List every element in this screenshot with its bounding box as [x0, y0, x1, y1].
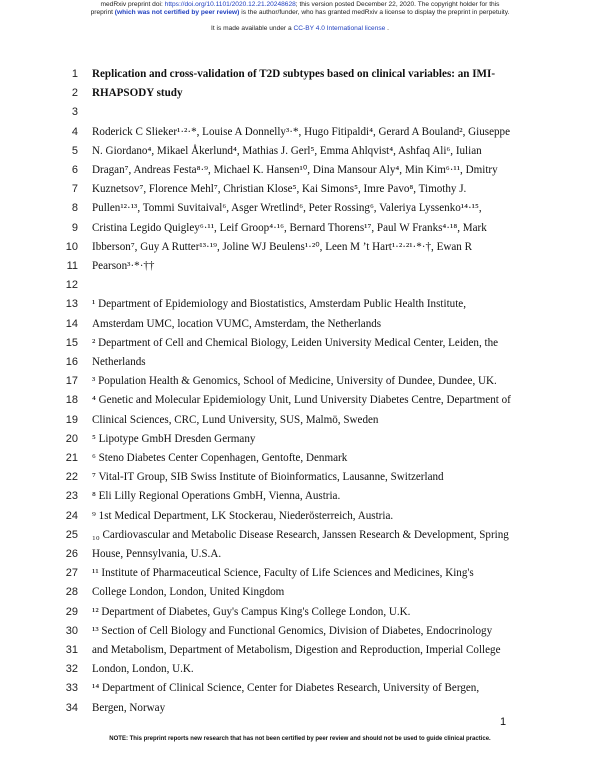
- line-text: ² Department of Cell and Chemical Biology, Leiden University Medical Center, Leiden, the: [92, 336, 499, 349]
- manuscript-line: [0, 678, 600, 698]
- manuscript-line: [0, 198, 600, 218]
- line-number: 28: [65, 586, 78, 599]
- line-text: and Metabolism, Department of Metabolism, Digestion and Reproduction, Imperial College: [92, 644, 501, 656]
- manuscript-line: [0, 410, 600, 430]
- line-text: ⁴ Genetic and Molecular Epidemiology Unit, Lund University Diabetes Centre, Department of: [92, 394, 511, 407]
- manuscript-line: [0, 390, 600, 410]
- line-number: 4: [71, 125, 78, 138]
- manuscript-line: [0, 237, 600, 257]
- line-number: 20: [65, 432, 78, 445]
- manuscript-line: [0, 698, 600, 718]
- license-link[interactable]: CC-BY 4.0 International license: [293, 25, 386, 32]
- line-number: 16: [65, 356, 78, 368]
- line-text: ¹² Department of Diabetes, Guy's Campus King's College London, U.K.: [92, 605, 411, 618]
- manuscript-line: [0, 141, 600, 161]
- line-text: Cristina Legido Quigley⁶·¹¹, Leif Groop⁴·¹⁶, Bernard Thorens¹⁷, Paul W Franks⁴·¹⁸, Mark: [92, 221, 487, 234]
- line-number: 31: [65, 644, 78, 656]
- manuscript-line: [0, 314, 600, 334]
- line-number: 29: [65, 605, 78, 618]
- manuscript-line: [0, 659, 600, 679]
- line-text: ¹⁴ Department of Clinical Science, Center for Diabetes Research, University of Bergen,: [92, 682, 480, 695]
- line-text: ⁹ 1st Medical Department, LK Stockerau, Niederösterreich, Austria.: [92, 509, 394, 522]
- line-number: 7: [71, 183, 78, 196]
- line-text: Clinical Sciences, CRC, Lund University, SUS, Malmö, Sweden: [92, 413, 379, 426]
- line-number: 32: [65, 663, 78, 676]
- manuscript-line: [0, 83, 600, 103]
- line-number: 25: [65, 528, 78, 541]
- line-number: 17: [65, 375, 78, 388]
- manuscript-line: [0, 64, 600, 84]
- manuscript-line: [0, 602, 600, 622]
- manuscript-line: [0, 352, 600, 372]
- line-text: ₁₀ Cardiovascular and Metabolic Disease Research, Janssen Research & Development, Spring: [92, 528, 509, 541]
- manuscript-line: [0, 256, 600, 276]
- manuscript-line: [0, 582, 600, 602]
- line-text: Netherlands: [92, 356, 146, 368]
- line-text: Ibberson⁷, Guy A Rutter¹³·¹⁹, Joline WJ Beulens¹·²⁰, Leen M ’t Hart¹·²·²¹·*·†, Ewan R: [92, 240, 472, 253]
- line-number: 21: [65, 452, 78, 464]
- paper-title-line: RHAPSODY study: [92, 87, 183, 100]
- page-number: 1: [500, 716, 507, 728]
- line-text: Pearson³·*·††: [92, 260, 155, 272]
- manuscript-line: [0, 218, 600, 238]
- manuscript-line: [0, 640, 600, 660]
- line-text: ⁷ Vital-IT Group, SIB Swiss Institute of Bioinformatics, Lausanne, Switzerland: [92, 471, 444, 484]
- line-number: 24: [65, 509, 78, 522]
- line-text: Amsterdam UMC, location VUMC, Amsterdam, the Netherlands: [92, 317, 382, 330]
- line-number: 1: [71, 68, 78, 80]
- manuscript-line: [0, 160, 600, 180]
- manuscript-line: [0, 102, 600, 122]
- line-text: Dragan⁷, Andreas Festa⁸·⁹, Michael K. Hansen¹⁰, Dina Mansour Aly⁴, Min Kim⁶·¹¹, Dmitry: [92, 164, 498, 176]
- line-number: 26: [65, 548, 78, 560]
- manuscript-line: [0, 467, 600, 487]
- line-text: ¹ Department of Epidemiology and Biostatistics, Amsterdam Public Health Institute,: [92, 298, 466, 311]
- line-number: 30: [65, 624, 78, 637]
- manuscript-line: [0, 525, 600, 545]
- line-number: 15: [65, 336, 78, 349]
- manuscript-line: [0, 333, 600, 353]
- line-number: 34: [65, 701, 78, 714]
- line-text: Pullen¹²·¹³, Tommi Suvitaival⁶, Asger Wretlind⁶, Peter Rossing⁶, Valeriya Lyssenko¹⁴·¹⁵,: [92, 202, 482, 215]
- manuscript-line: [0, 506, 600, 526]
- line-text: ⁸ Eli Lilly Regional Operations GmbH, Vienna, Austria.: [92, 490, 341, 503]
- line-number: 8: [71, 202, 78, 215]
- line-number: 13: [65, 298, 78, 311]
- line-number: 5: [71, 144, 78, 157]
- line-number: 11: [66, 260, 78, 272]
- line-text: N. Giordano⁴, Mikael Åkerlund⁴, Mathias J. Gerl⁵, Emma Ahlqvist⁴, Ashfaq Ali⁶, Iulian: [92, 144, 482, 157]
- preprint-header-line-1: medRxiv preprint doi: https://doi.org/10.1101/2020.12.21.20248628; this version posted December 22, 2020. The copyright holder for this: [100, 1, 500, 8]
- line-text: Bergen, Norway: [92, 701, 166, 714]
- manuscript-line: [0, 544, 600, 564]
- line-text: Kuznetsov⁷, Florence Mehl⁷, Christian Klose⁵, Kai Simons⁵, Imre Pavo⁸, Timothy J.: [92, 183, 467, 196]
- license-line: It is made available under a CC-BY 4.0 International license .: [210, 25, 390, 32]
- manuscript-line: [0, 621, 600, 641]
- manuscript-line: [0, 294, 600, 314]
- preprint-header-line-2: preprint (which was not certified by peer review) is the author/funder, who has granted medRxiv a license to display the preprint in perpetuity.: [90, 9, 510, 16]
- paper-title-line: Replication and cross-validation of T2D subtypes based on clinical variables: an IMI-: [92, 68, 496, 80]
- line-text: London, London, U.K.: [92, 663, 194, 676]
- manuscript-line: [0, 563, 600, 583]
- peer-review-notice: (which was not certified by peer review): [114, 9, 240, 16]
- line-number: 19: [65, 413, 78, 426]
- manuscript-line: [0, 371, 600, 391]
- line-number: 3: [71, 106, 78, 119]
- line-number: 33: [65, 682, 78, 695]
- line-text: ¹³ Section of Cell Biology and Functional Genomics, Division of Diabetes, Endocrinology: [92, 624, 493, 637]
- line-number: 27: [65, 567, 78, 580]
- manuscript-line: [0, 486, 600, 506]
- manuscript-line: [0, 122, 600, 142]
- line-number: 12: [65, 279, 78, 292]
- manuscript-line: [0, 179, 600, 199]
- line-text: ¹¹ Institute of Pharmaceutical Science, Faculty of Life Sciences and Medicines, King's: [92, 567, 474, 580]
- line-number: 6: [71, 164, 78, 176]
- manuscript-line: [0, 275, 600, 295]
- line-text: College London, London, United Kingdom: [92, 586, 285, 599]
- line-text: ⁵ Lipotype GmbH Dresden Germany: [92, 432, 256, 445]
- line-number: 9: [71, 221, 78, 234]
- line-text: ³ Population Health & Genomics, School of Medicine, University of Dundee, Dundee, UK.: [92, 375, 497, 388]
- line-number: 22: [65, 471, 78, 484]
- line-text: ⁶ Steno Diabetes Center Copenhagen, Gentofte, Denmark: [92, 452, 348, 464]
- line-number: 2: [71, 87, 78, 100]
- line-number: 14: [65, 317, 78, 330]
- line-text: Roderick C Slieker¹·²·*, Louise A Donnelly³·*, Hugo Fitipaldi⁴, Gerard A Bouland², Giuseppe: [92, 125, 511, 138]
- doi-link[interactable]: https://doi.org/10.1101/2020.12.21.20248628: [164, 1, 296, 8]
- manuscript-line: [0, 429, 600, 449]
- line-number: 23: [65, 490, 78, 503]
- line-text: House, Pennsylvania, U.S.A.: [92, 548, 222, 560]
- footer-notice: NOTE: This preprint reports new research that has not been certified by peer review and should not be used to guide clinical practice.: [109, 736, 491, 742]
- line-number: 18: [65, 394, 78, 407]
- line-number: 10: [65, 240, 78, 253]
- manuscript-line: [0, 448, 600, 468]
